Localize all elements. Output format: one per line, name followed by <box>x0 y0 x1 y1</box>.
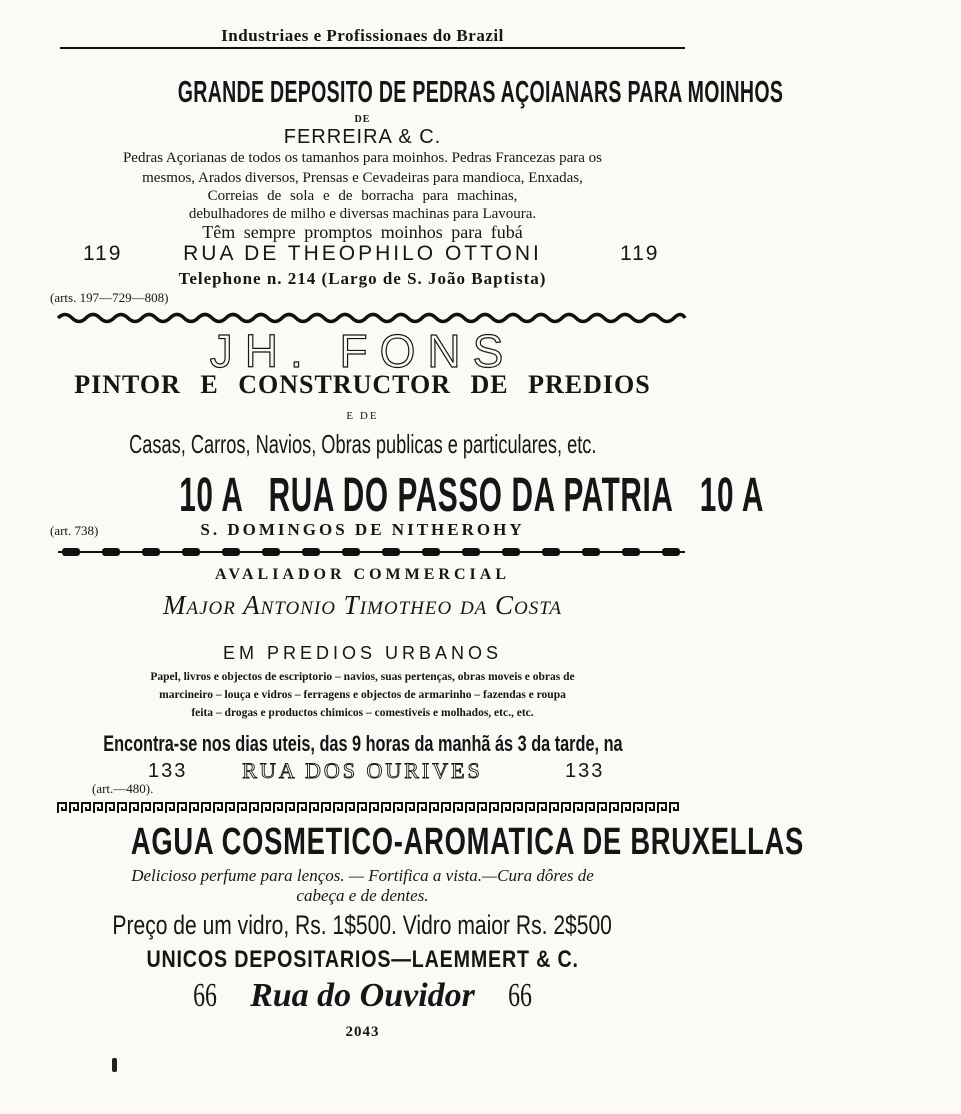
ad2-subtitle: Casas, Carros, Navios, Obras publicas e particulares, etc. <box>128 429 597 459</box>
ad2-subtitle-wrap <box>0 429 725 460</box>
ad4-address-wrap <box>0 977 725 1015</box>
greek-ornament-svg <box>58 800 685 816</box>
ad1-line-1: Pedras Açorianas de todos os tamanhos para moinhos. Pedras Francezas para os <box>122 150 603 166</box>
wave-ornament <box>58 308 685 324</box>
header-rule <box>60 47 685 49</box>
ad1-line-4: debulhadores de milho e diversas machinas para Lavoura. <box>188 206 537 222</box>
ad3-street: RUA DOS OURIVES <box>242 758 483 783</box>
ad1-line-3: Correias de sola e de borracha para machinas, <box>207 188 518 204</box>
ad4-headline: AGUA COSMETICO-AROMATICA DE BRUXELLAS <box>130 821 805 863</box>
ad1-number-right: 119 <box>620 242 660 265</box>
ad1-number-left: 119 <box>83 242 123 265</box>
ad1-line-2: mesmos, Arados diversos, Prensas e Cevadeiras para mandioca, Enxadas, <box>142 170 583 186</box>
ad2-number-right: 10 A <box>699 469 765 522</box>
ad3-line-2: marcineiro – louça e vidros – ferragens e objectos de armarinho – fazendas e roupa <box>159 689 566 701</box>
ad3-hours-wrap <box>0 731 725 757</box>
ad3-line-1: Papel, livros e objectos de escriptorio – navios, suas pertenças, obras moveis e obras de <box>150 671 575 683</box>
ad2-title: PINTOR E CONSTRUCTOR DE PREDIOS <box>74 370 651 399</box>
ad4-address-line <box>188 977 538 1015</box>
ad2-address-line <box>179 468 764 523</box>
ad4-number-right: 66 <box>508 977 533 1014</box>
ad1-firm: FERREIRA & C. <box>283 126 442 148</box>
ad1-telephone: Telephone n. 214 (Largo de S. João Baptista) <box>178 269 547 288</box>
ad4-tagline-1: Delicioso perfume para lenços. — Fortifica a vista.—Cura dôres de <box>131 866 594 885</box>
ad2-street: RUA DO PASSO DA PATRIA <box>268 469 674 522</box>
ad2-address-wrap <box>0 468 765 523</box>
ad2-ref: (art. 738) <box>50 523 99 538</box>
ad1-headline: GRANDE DEPOSITO DE PEDRAS AÇOIANARS PARA MOINHOS <box>177 74 784 109</box>
ad1-headline-wrap <box>0 74 784 110</box>
ad3-ref: (art.—480). <box>92 781 154 796</box>
ink-speck <box>112 1058 117 1072</box>
ad2-e-de: E DE <box>346 410 379 422</box>
ad1-line-5: Têm sempre promptos moinhos para fubá <box>202 222 523 242</box>
chain-ornament-svg <box>58 546 685 558</box>
ad4-tagline-2: cabeça e de dentes. <box>296 886 429 905</box>
ad4-price: Preço de um vidro, Rs. 1$500. Vidro maior Rs. 2$500 <box>112 910 613 940</box>
chain-ornament <box>58 545 685 557</box>
ad4-depositarios: UNICOS DEPOSITARIOS—LAEMMERT & C. <box>146 946 579 973</box>
ad3-number-right: 133 <box>565 760 605 782</box>
ad3-specialty: EM PREDIOS URBANOS <box>222 643 503 663</box>
ad4-number-left: 66 <box>192 977 217 1014</box>
ad4-street: Rua do Ouvidor <box>250 977 475 1014</box>
ad3-name: Major Antonio Timotheo da Costa <box>162 590 563 620</box>
ad3-role: AVALIADOR COMMERCIAL <box>215 566 510 583</box>
ad4-headline-wrap <box>0 821 805 864</box>
ad4-depositarios-wrap <box>0 946 725 974</box>
ad1-de: DE <box>354 114 371 125</box>
ad1-street: RUA DE THEOPHILO OTTONI <box>183 242 542 265</box>
ad1-ref: (arts. 197—729—808) <box>50 290 169 305</box>
ad2-number-left: 10 A <box>179 469 243 522</box>
running-title: Industriaes e Profissionaes do Brazil <box>221 26 504 45</box>
ad3-number-left: 133 <box>148 760 188 782</box>
greek-ornament <box>58 800 685 816</box>
ad4-price-wrap <box>0 910 725 941</box>
ad3-hours: Encontra-se nos dias uteis, das 9 horas da manhã ás 3 da tarde, na <box>102 731 623 756</box>
ad3-line-3: feita – drogas e productos chimicos – comestiveis e molhados, etc., etc. <box>191 707 534 719</box>
ad2-name: JH. FONS <box>209 325 516 377</box>
wave-ornament-svg <box>58 308 685 324</box>
page-number: 2043 <box>345 1024 380 1040</box>
ad2-district: S. DOMINGOS DE NITHEROHY <box>200 520 525 539</box>
